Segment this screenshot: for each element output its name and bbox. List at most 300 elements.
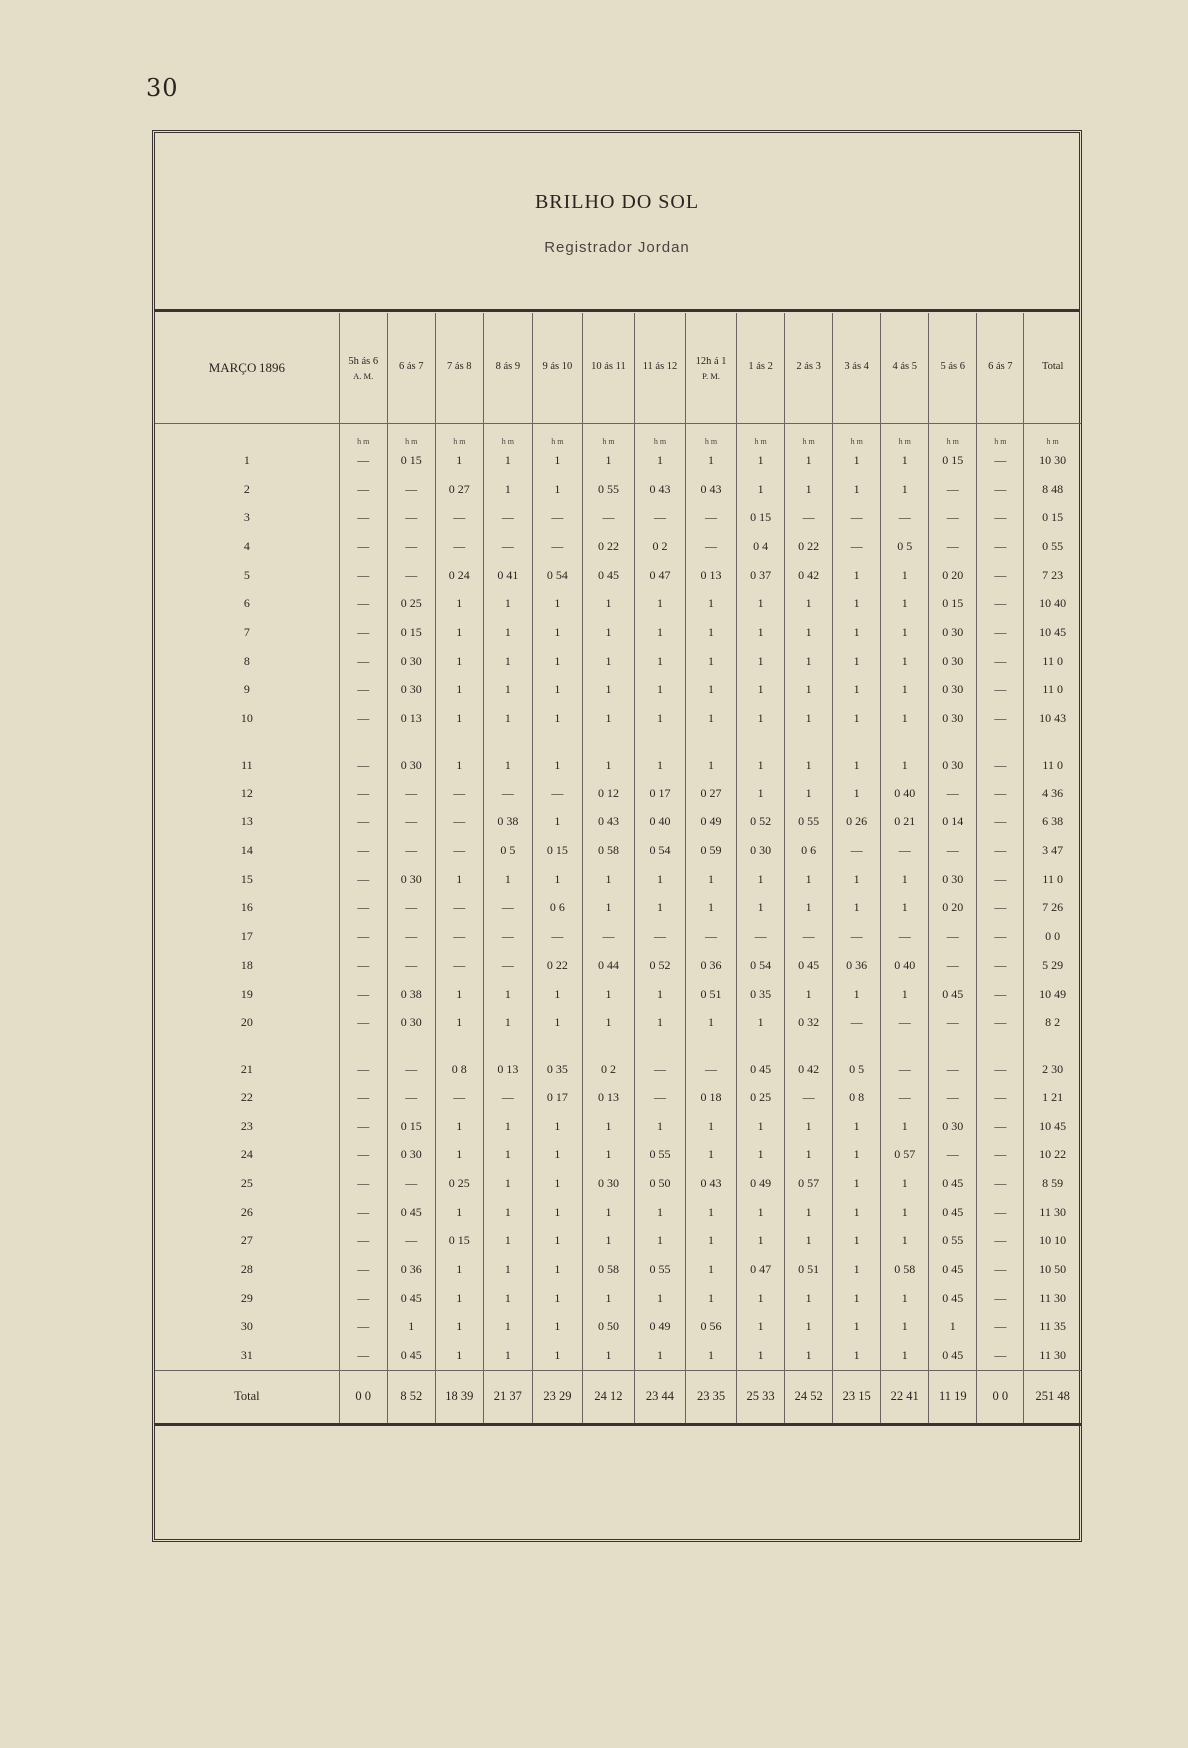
table-cell: — (977, 704, 1024, 733)
table-cell: 11 30 (1024, 1341, 1081, 1370)
day-label: 4 (243, 538, 250, 553)
table-cell: — (483, 779, 532, 808)
table-cell: 1 (582, 1284, 634, 1313)
table-cell: 1 (435, 1341, 483, 1370)
table-cell: 0 51 (686, 980, 737, 1009)
table-cell: 0 44 (582, 951, 634, 980)
column-header (634, 313, 685, 424)
table-cell: — (977, 676, 1024, 705)
table-cell: — (977, 503, 1024, 532)
table-cell: 0 27 (686, 779, 737, 808)
table-cell: 1 (833, 446, 881, 475)
table-cell: 1 (582, 1198, 634, 1227)
table-cell: 1 (532, 676, 582, 705)
column-label: 2 ás 3 (796, 360, 821, 372)
day-label: 2 (243, 481, 250, 496)
table-cell: — (339, 779, 387, 808)
table-cell: — (387, 1083, 435, 1112)
page-number: 30 (146, 74, 179, 102)
day-label: 15 (240, 871, 253, 886)
table-cell: 0 21 (881, 808, 929, 837)
column-header (833, 313, 881, 424)
table-cell: 1 (634, 980, 685, 1009)
total-label: Total (155, 1370, 339, 1424)
table-cell: 1 (582, 980, 634, 1009)
table-cell: 7 26 (1024, 894, 1081, 923)
table-cell: 1 (435, 647, 483, 676)
table-cell: — (339, 475, 387, 504)
table-cell: 10 30 (1024, 446, 1081, 475)
table-cell: 1 (785, 1227, 833, 1256)
table-cell: 1 (483, 1198, 532, 1227)
table-cell: 1 (686, 865, 737, 894)
table-cell: 1 (737, 589, 785, 618)
table-cell: 11 30 (1024, 1284, 1081, 1313)
table-row (155, 1227, 1081, 1256)
table-cell: 1 (532, 1008, 582, 1037)
table-cell: — (339, 676, 387, 705)
table-cell: — (387, 894, 435, 923)
table-cell: 1 (833, 1227, 881, 1256)
table-cell: 0 54 (532, 561, 582, 590)
day-label: 27 (240, 1233, 253, 1248)
table-cell: 0 55 (634, 1255, 685, 1284)
table-cell: — (532, 503, 582, 532)
table-cell: — (737, 922, 785, 951)
table-cell: — (339, 589, 387, 618)
table-cell: 1 (737, 1284, 785, 1313)
title-block (155, 133, 1079, 312)
unit-label: h m (977, 424, 1024, 447)
total-cell: 23 15 (833, 1370, 881, 1424)
table-cell: 1 (435, 589, 483, 618)
table-row (155, 1112, 1081, 1141)
table-cell: — (387, 503, 435, 532)
table-cell: 1 (483, 1313, 532, 1342)
table-cell: — (977, 865, 1024, 894)
table-cell: 0 8 (435, 1037, 483, 1083)
table-cell: 1 (532, 980, 582, 1009)
day-label: 9 (243, 682, 250, 697)
table-cell: 1 (532, 1140, 582, 1169)
units-row (155, 424, 1081, 447)
table-cell: 0 43 (582, 808, 634, 837)
table-cell: 1 (686, 1140, 737, 1169)
table-row (155, 1140, 1081, 1169)
table-cell: — (339, 1008, 387, 1037)
table-cell: — (435, 922, 483, 951)
table-cell: — (929, 922, 977, 951)
table-row (155, 733, 1081, 779)
table-cell: 1 (737, 1341, 785, 1370)
table-cell: 1 (737, 733, 785, 779)
table-row (155, 808, 1081, 837)
table-cell: 0 20 (929, 561, 977, 590)
table-cell: 1 (634, 865, 685, 894)
day-label: 17 (240, 929, 253, 944)
table-cell: 0 30 (387, 1008, 435, 1037)
table-cell: 1 (785, 589, 833, 618)
table-cell: 1 (785, 475, 833, 504)
table-cell: 0 30 (929, 1112, 977, 1141)
table-cell: 1 (634, 676, 685, 705)
table-cell: 0 54 (634, 836, 685, 865)
table-cell: 1 (582, 446, 634, 475)
table-cell: — (387, 1037, 435, 1083)
table-cell: 1 (435, 865, 483, 894)
column-label: 3 ás 4 (844, 360, 869, 372)
unit-label: h m (686, 424, 737, 447)
table-cell: 7 23 (1024, 561, 1081, 590)
table-cell: 0 18 (686, 1083, 737, 1112)
table-cell: 1 (483, 1227, 532, 1256)
table-cell: 0 15 (737, 503, 785, 532)
table-cell: — (339, 561, 387, 590)
table-cell: — (435, 503, 483, 532)
table-cell: 1 (634, 894, 685, 923)
column-header (686, 313, 737, 424)
table-cell: 5 29 (1024, 951, 1081, 980)
table-cell: 1 (532, 618, 582, 647)
table-cell: — (339, 1112, 387, 1141)
table-cell: — (339, 618, 387, 647)
unit-label: h m (387, 424, 435, 447)
table-cell: 1 (634, 446, 685, 475)
table-cell: 1 (737, 1008, 785, 1037)
day-label: 30 (240, 1319, 253, 1334)
table-cell: — (929, 1083, 977, 1112)
table-cell: — (387, 532, 435, 561)
table-cell: 10 49 (1024, 980, 1081, 1009)
header-row (155, 313, 1081, 424)
total-cell: 0 0 (977, 1370, 1024, 1424)
table-cell: — (435, 836, 483, 865)
table-cell: — (833, 532, 881, 561)
column-header (929, 313, 977, 424)
table-cell: 0 57 (785, 1169, 833, 1198)
table-cell: 1 (483, 446, 532, 475)
total-cell: 8 52 (387, 1370, 435, 1424)
table-cell: 0 45 (929, 1255, 977, 1284)
table-cell: 0 30 (929, 733, 977, 779)
table-cell: — (435, 951, 483, 980)
unit-label: h m (1024, 424, 1081, 447)
table-row (155, 922, 1081, 951)
table-cell: 0 30 (929, 676, 977, 705)
table-cell: 0 15 (532, 836, 582, 865)
day-label: 29 (240, 1290, 253, 1305)
table-cell: 0 59 (686, 836, 737, 865)
table-cell: — (977, 922, 1024, 951)
table-cell: 1 (686, 1284, 737, 1313)
table-cell: — (634, 1083, 685, 1112)
unit-label: h m (483, 424, 532, 447)
table-row (155, 865, 1081, 894)
table-cell: 11 0 (1024, 676, 1081, 705)
table-cell: — (977, 779, 1024, 808)
table-cell: 1 (532, 733, 582, 779)
table-row (155, 951, 1081, 980)
unit-label: h m (881, 424, 929, 447)
table-cell: 1 (833, 561, 881, 590)
table-cell: 1 (881, 618, 929, 647)
table-cell: — (483, 1083, 532, 1112)
table-cell: — (339, 704, 387, 733)
table-cell: 1 (634, 704, 685, 733)
table-cell: 0 49 (686, 808, 737, 837)
table-cell: 1 (737, 475, 785, 504)
table-cell: 1 (634, 1008, 685, 1037)
table-cell: 1 (483, 1255, 532, 1284)
table-cell: 1 (686, 647, 737, 676)
table-cell: — (435, 779, 483, 808)
day-label: 12 (240, 785, 253, 800)
table-cell: 1 (634, 1284, 685, 1313)
table-cell: — (977, 1112, 1024, 1141)
table-cell: 1 (483, 865, 532, 894)
table-cell: — (339, 1255, 387, 1284)
table-row (155, 1083, 1081, 1112)
table-cell: 1 (833, 647, 881, 676)
table-cell: 1 (483, 1140, 532, 1169)
table-cell: 8 59 (1024, 1169, 1081, 1198)
table-cell: 1 (686, 1008, 737, 1037)
table-cell: 0 15 (387, 446, 435, 475)
day-label: 20 (240, 1015, 253, 1030)
column-header (387, 313, 435, 424)
table-row (155, 503, 1081, 532)
table-cell: 0 47 (737, 1255, 785, 1284)
table-cell: — (977, 951, 1024, 980)
table-cell: 1 (785, 676, 833, 705)
table-cell: — (977, 589, 1024, 618)
table-cell: — (339, 1140, 387, 1169)
table-cell: 1 (532, 1284, 582, 1313)
table-cell: 0 26 (833, 808, 881, 837)
table-cell: 1 (582, 865, 634, 894)
table-cell: 0 49 (737, 1169, 785, 1198)
table-cell: 0 45 (929, 1284, 977, 1313)
table-row (155, 779, 1081, 808)
column-label: 5h ás 6 (348, 355, 379, 367)
table-cell: — (339, 532, 387, 561)
table-cell: 1 (785, 1198, 833, 1227)
table-cell: 0 13 (483, 1037, 532, 1083)
table-cell: — (339, 1198, 387, 1227)
table-row (155, 676, 1081, 705)
table-cell: — (977, 836, 1024, 865)
table-cell: 0 50 (634, 1169, 685, 1198)
table-row (155, 1313, 1081, 1342)
table-cell: — (483, 503, 532, 532)
table-cell: — (977, 532, 1024, 561)
table-cell: — (977, 733, 1024, 779)
table-cell: 8 48 (1024, 475, 1081, 504)
table-cell: — (634, 922, 685, 951)
table-cell: 1 (686, 1227, 737, 1256)
table-cell: — (387, 1169, 435, 1198)
table-cell: — (435, 894, 483, 923)
table-cell: 0 24 (435, 561, 483, 590)
table-cell: 0 52 (737, 808, 785, 837)
table-cell: 0 30 (387, 733, 435, 779)
day-label: 11 (241, 757, 253, 772)
table-cell: — (881, 503, 929, 532)
unit-label: h m (339, 424, 387, 447)
table-cell: — (977, 1198, 1024, 1227)
table-cell: 1 (881, 704, 929, 733)
table-cell: — (387, 951, 435, 980)
table-cell: 1 (785, 980, 833, 1009)
table-cell: 1 (785, 618, 833, 647)
column-sublabel: A. M. (353, 370, 374, 381)
table-cell: — (929, 951, 977, 980)
table-cell: 0 36 (686, 951, 737, 980)
table-cell: — (686, 922, 737, 951)
column-label: 6 ás 7 (988, 360, 1013, 372)
unit-label: h m (532, 424, 582, 447)
table-cell: 11 35 (1024, 1313, 1081, 1342)
column-header (737, 313, 785, 424)
table-cell: 1 (582, 647, 634, 676)
table-cell: — (387, 836, 435, 865)
table-cell: 0 30 (387, 676, 435, 705)
column-label: 6 ás 7 (399, 360, 424, 372)
table-cell: — (339, 836, 387, 865)
day-label: 10 (240, 711, 253, 726)
table-cell: 1 (634, 1227, 685, 1256)
table-row (155, 446, 1081, 475)
table-cell: 1 (833, 1255, 881, 1284)
table-cell: — (977, 475, 1024, 504)
table-cell: 2 30 (1024, 1037, 1081, 1083)
total-row (155, 1370, 1081, 1424)
table-row (155, 561, 1081, 590)
table-cell: — (435, 532, 483, 561)
column-header (532, 313, 582, 424)
table-cell: — (977, 1313, 1024, 1342)
table-cell: 1 (483, 980, 532, 1009)
table-cell: 1 (483, 475, 532, 504)
table-cell: 1 (833, 618, 881, 647)
day-label: 23 (240, 1118, 253, 1133)
day-label: 28 (240, 1262, 253, 1277)
table-cell: 1 (686, 589, 737, 618)
table-cell: 0 57 (881, 1140, 929, 1169)
day-label: 16 (240, 900, 253, 915)
table-cell: — (483, 532, 532, 561)
table-cell: 11 0 (1024, 647, 1081, 676)
table-cell: 1 (737, 1198, 785, 1227)
table-cell: — (532, 532, 582, 561)
table-cell: 1 (833, 475, 881, 504)
table-cell: 0 45 (929, 980, 977, 1009)
table-cell: — (881, 1037, 929, 1083)
table-cell: 0 42 (785, 1037, 833, 1083)
day-label: 13 (240, 814, 253, 829)
total-cell: 0 0 (339, 1370, 387, 1424)
table-cell: 0 51 (785, 1255, 833, 1284)
table-cell: 1 (686, 704, 737, 733)
table-cell: 0 49 (634, 1313, 685, 1342)
table-cell: — (387, 475, 435, 504)
table-cell: 0 45 (387, 1284, 435, 1313)
table-cell: 1 (634, 1341, 685, 1370)
table-cell: — (339, 647, 387, 676)
table-cell: 0 40 (881, 779, 929, 808)
table-cell: 1 (833, 1169, 881, 1198)
table-cell: 10 50 (1024, 1255, 1081, 1284)
table-cell: 0 25 (387, 589, 435, 618)
table-cell: 10 22 (1024, 1140, 1081, 1169)
table-cell: 0 45 (387, 1198, 435, 1227)
table-cell: 0 45 (785, 951, 833, 980)
table-cell: — (977, 561, 1024, 590)
table-cell: 1 (737, 865, 785, 894)
table-cell: — (833, 503, 881, 532)
year-label: 1896 (259, 360, 285, 375)
day-label: 31 (240, 1348, 253, 1363)
table-cell: 1 (634, 1198, 685, 1227)
table-cell: 1 (881, 865, 929, 894)
column-header (483, 313, 532, 424)
column-label: 1 ás 2 (748, 360, 773, 372)
table-cell: 1 (582, 676, 634, 705)
table-cell: 0 47 (634, 561, 685, 590)
table-cell: 1 (435, 1112, 483, 1141)
table-cell: 0 12 (582, 779, 634, 808)
day-label: 22 (240, 1089, 253, 1104)
table-cell: 1 (435, 1198, 483, 1227)
table-cell: — (833, 836, 881, 865)
table-cell: 1 (483, 1341, 532, 1370)
table-cell: 0 30 (387, 865, 435, 894)
unit-label: h m (435, 424, 483, 447)
table-cell: — (977, 894, 1024, 923)
table-cell: 1 (785, 1140, 833, 1169)
table-cell: 10 45 (1024, 618, 1081, 647)
table-cell: 1 (387, 1313, 435, 1342)
table-cell: 1 (737, 894, 785, 923)
unit-label: h m (634, 424, 685, 447)
empty-footer-area (155, 1439, 1079, 1539)
table-cell: — (339, 808, 387, 837)
table-cell: 1 (435, 1284, 483, 1313)
table-cell: 0 22 (582, 532, 634, 561)
table-cell: 1 (737, 1140, 785, 1169)
table-cell: 1 (881, 1227, 929, 1256)
table-cell: 1 (881, 733, 929, 779)
table-cell: 1 (435, 618, 483, 647)
table-cell: 1 (483, 1112, 532, 1141)
day-label: 3 (243, 510, 250, 525)
table-cell: 1 (483, 1008, 532, 1037)
table-cell: 1 (686, 894, 737, 923)
table-row (155, 532, 1081, 561)
total-cell: 21 37 (483, 1370, 532, 1424)
table-cell: — (634, 1037, 685, 1083)
table-cell: 1 (532, 1255, 582, 1284)
unit-label: h m (737, 424, 785, 447)
table-cell: 6 38 (1024, 808, 1081, 837)
table-cell: 0 40 (634, 808, 685, 837)
table-cell: 0 6 (532, 894, 582, 923)
table-cell: 1 (785, 894, 833, 923)
table-cell: 1 (785, 1341, 833, 1370)
table-row (155, 980, 1081, 1009)
table-cell: 1 (785, 779, 833, 808)
month-label: MARÇO (208, 360, 257, 375)
